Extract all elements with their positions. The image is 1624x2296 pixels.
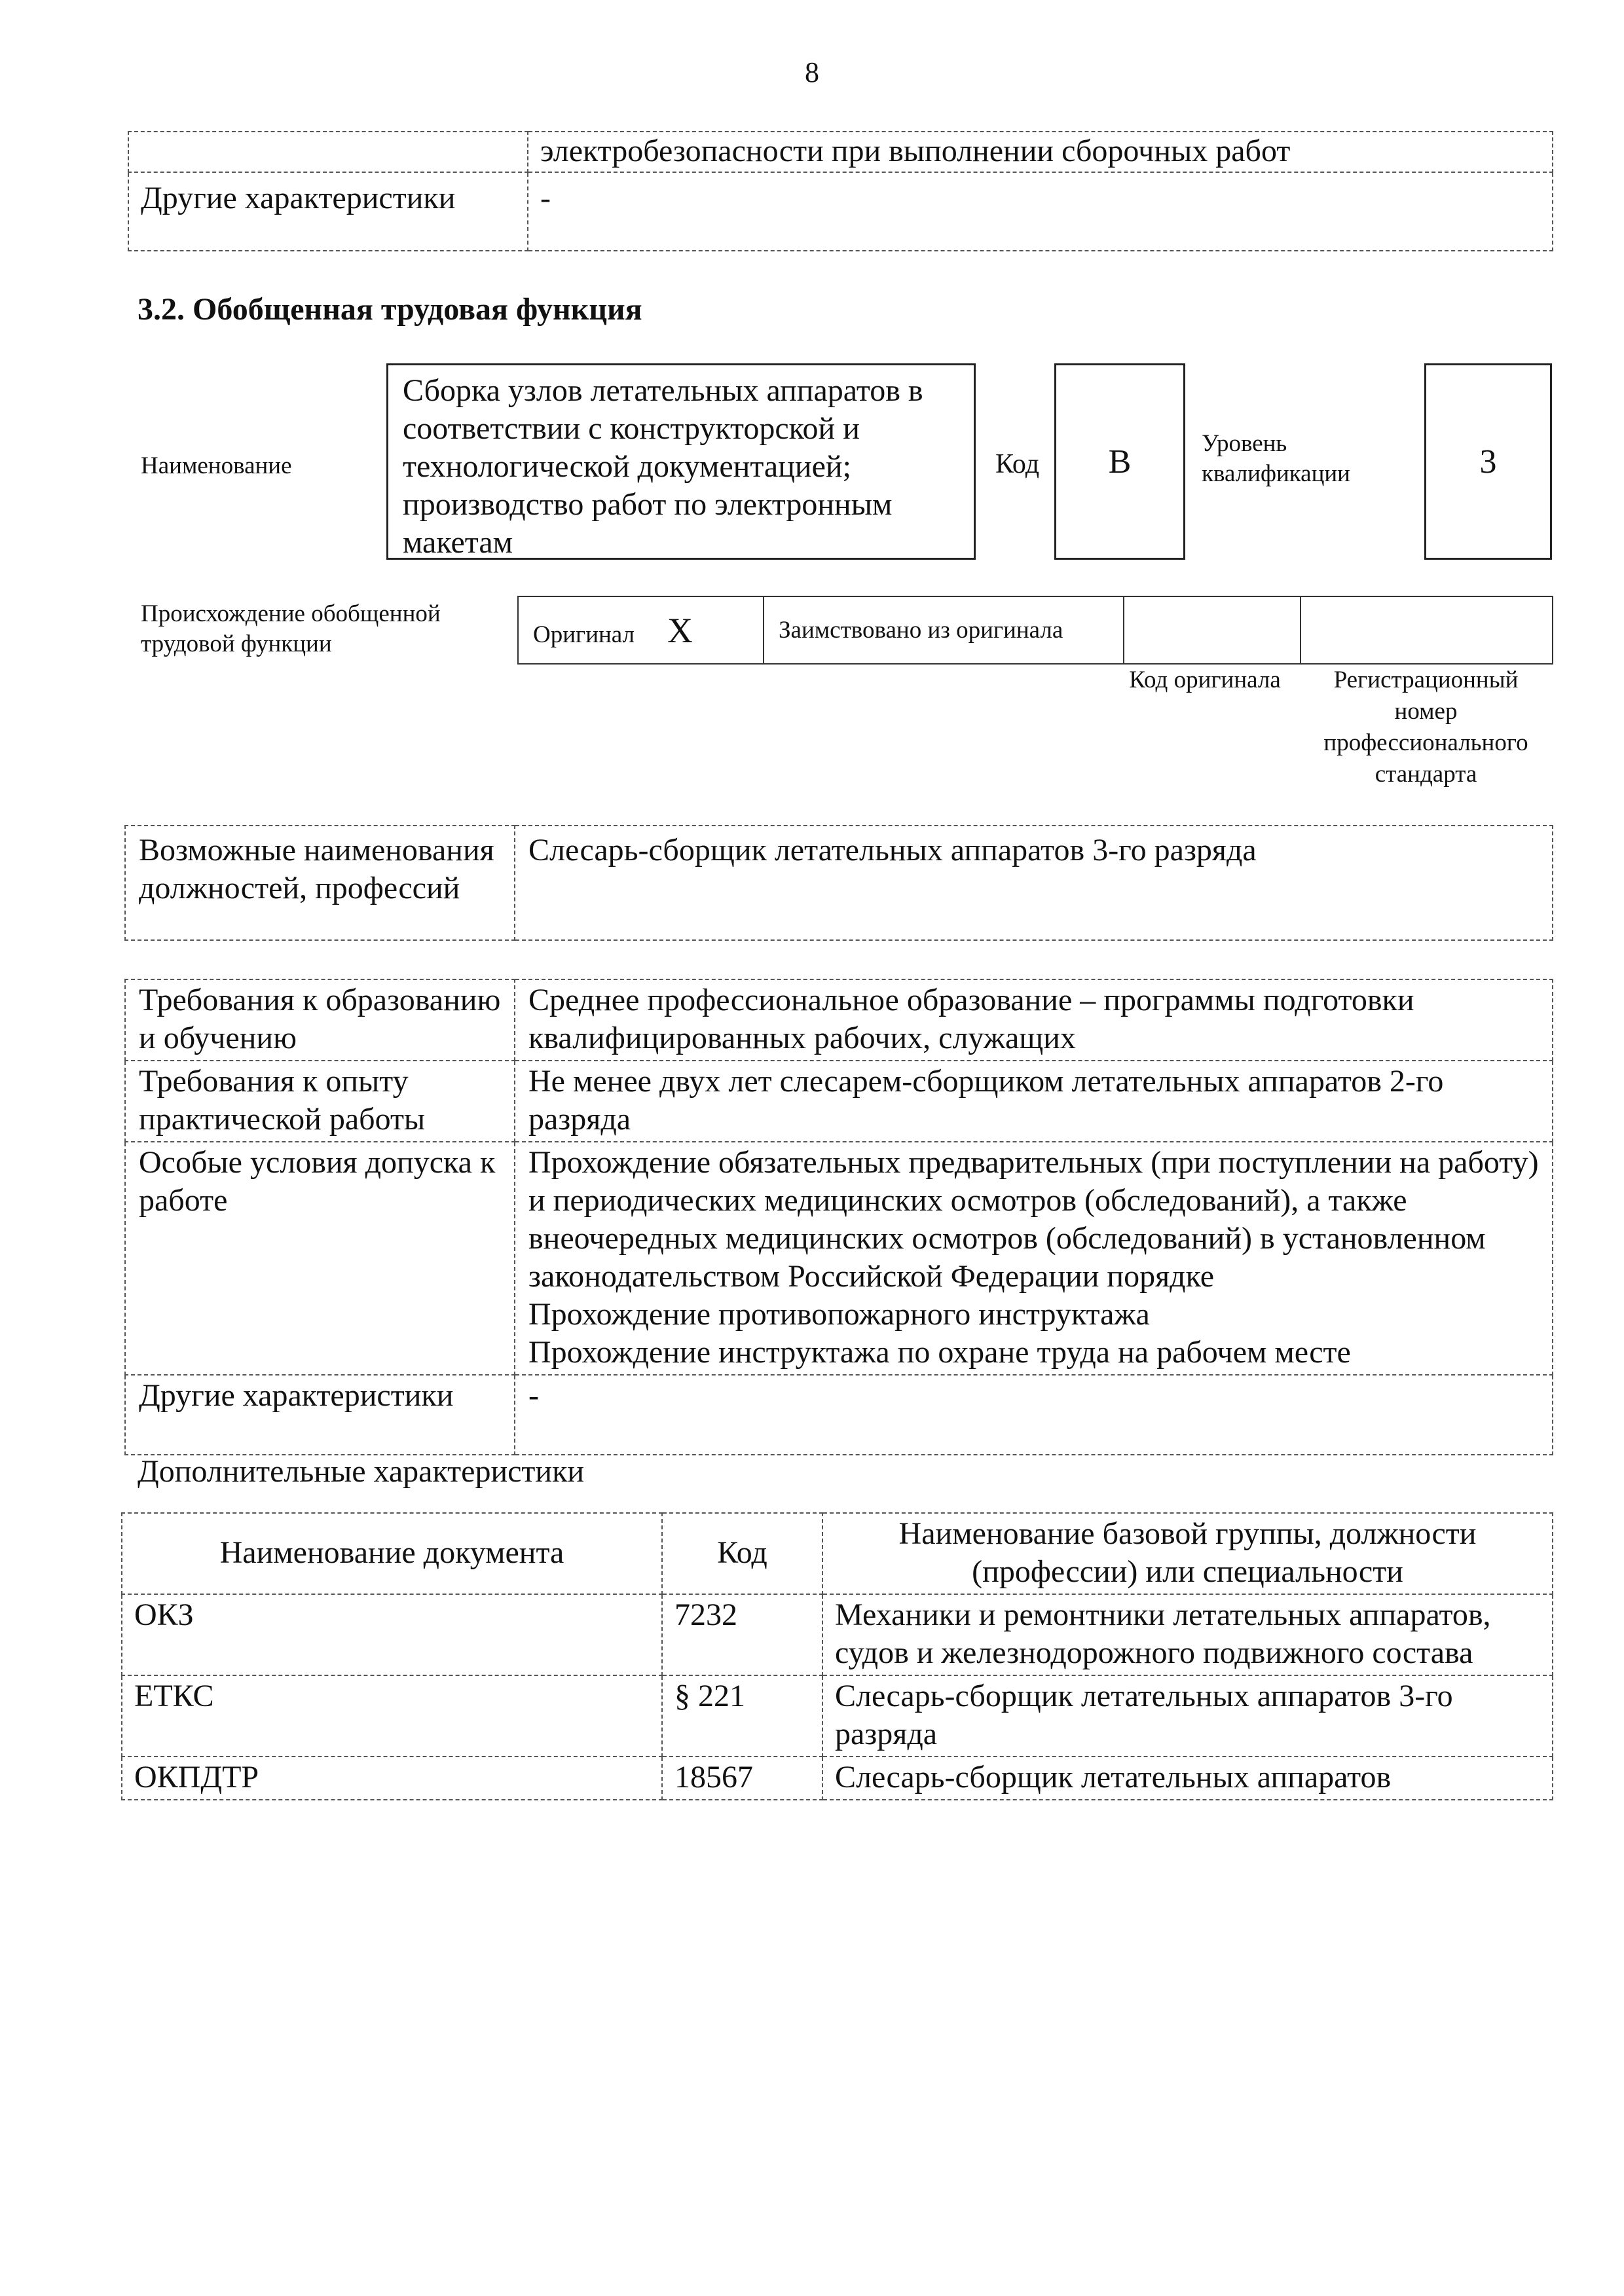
borrowed-label: Заимствовано из оригинала: [764, 596, 1124, 664]
origin-label: Происхождение обобщенной трудовой функции: [141, 600, 441, 657]
level-label: Уровень квалификации: [1202, 430, 1350, 487]
positions-value: Слесарь-сборщик летательных аппаратов 3-го разряда: [515, 826, 1553, 940]
additional-table: [121, 1512, 1553, 1800]
name-value: Сборка узлов летательных аппаратов в соответствии с конструкторской и технологической документацией; производство работ по электронным макетам: [386, 363, 976, 560]
origin-table: [517, 596, 1553, 665]
req-value: Прохождение обязательных предварительных (при поступлении на работу) и периодических медицинских осмотров (обследований), а также внеочередных медицинских осмотров (обследований) в установленном законодательством Российской Федерации порядке: [528, 1145, 1539, 1294]
origin-code-cell: [1124, 596, 1301, 664]
code-label: Код: [995, 449, 1040, 479]
cont-text: электробезопасности при выполнении сборочных работ: [528, 132, 1553, 172]
row-code: 18567: [662, 1757, 822, 1800]
req-value: Среднее профессиональное образование – программы подготовки квалифицированных рабочих, служащих: [515, 979, 1553, 1061]
code-value: B: [1054, 363, 1185, 560]
req-label: Особые условия допуска к работе: [125, 1142, 515, 1375]
table-row: [125, 1061, 1553, 1142]
row-doc: ОКЗ: [122, 1594, 662, 1675]
caption-code: Код оригинала: [1129, 666, 1281, 693]
positions-table: [124, 825, 1553, 941]
table-header-row: [122, 1513, 1553, 1594]
req-label: Требования к образованию и обучению: [125, 979, 515, 1061]
row-doc: ОКПДТР: [122, 1757, 662, 1800]
positions-label: Возможные наименования должностей, профессий: [125, 826, 515, 940]
table-row: [125, 979, 1553, 1061]
req-value-2: Прохождение противопожарного инструктажа: [528, 1297, 1150, 1332]
table-row: [125, 1142, 1553, 1375]
row-code: § 221: [662, 1675, 822, 1757]
table-row: [125, 1375, 1553, 1455]
req-label: Требования к опыту практической работы: [125, 1061, 515, 1142]
original-label: Оригинал: [533, 621, 635, 648]
original-mark: X: [667, 610, 693, 650]
section-title: 3.2. Обобщенная трудовая функция: [138, 292, 642, 327]
empty-cell: [128, 132, 528, 172]
row-code: 7232: [662, 1594, 822, 1675]
table-row: [122, 1757, 1553, 1800]
row-name: Механики и ремонтники летательных аппаратов, судов и железнодорожного подвижного состава: [822, 1594, 1553, 1675]
additional-title: Дополнительные характеристики: [138, 1454, 585, 1489]
header-code: Код: [662, 1513, 822, 1594]
page-number: 8: [805, 56, 819, 88]
name-label: Наименование: [141, 452, 292, 479]
req-value: Не менее двух лет слесарем-сборщиком летательных аппаратов 2-го разряда: [515, 1061, 1553, 1142]
level-value: 3: [1424, 363, 1552, 560]
origin-reg-cell: [1301, 596, 1553, 664]
row-name: Слесарь-сборщик летательных аппаратов: [822, 1757, 1553, 1800]
req-value-cell: [515, 1142, 1553, 1375]
row-name: Слесарь-сборщик летательных аппаратов 3-го разряда: [822, 1675, 1553, 1757]
row-doc: ЕТКС: [122, 1675, 662, 1757]
origin-original-cell: [518, 596, 764, 664]
other-label: Другие характеристики: [128, 172, 528, 251]
req-value-3: Прохождение инструктажа по охране труда на рабочем месте: [528, 1335, 1351, 1370]
top-continuation-table: [128, 131, 1553, 251]
requirements-table: [124, 979, 1553, 1455]
req-value: -: [515, 1375, 1553, 1455]
caption-reg: Регистрационный номер профессионального стандарта: [1323, 666, 1528, 788]
other-value: -: [528, 172, 1553, 251]
req-label: Другие характеристики: [125, 1375, 515, 1455]
table-row: [122, 1594, 1553, 1675]
table-row: [122, 1675, 1553, 1757]
header-name: Наименование базовой группы, должности (профессии) или специальности: [822, 1513, 1553, 1594]
header-doc: Наименование документа: [122, 1513, 662, 1594]
